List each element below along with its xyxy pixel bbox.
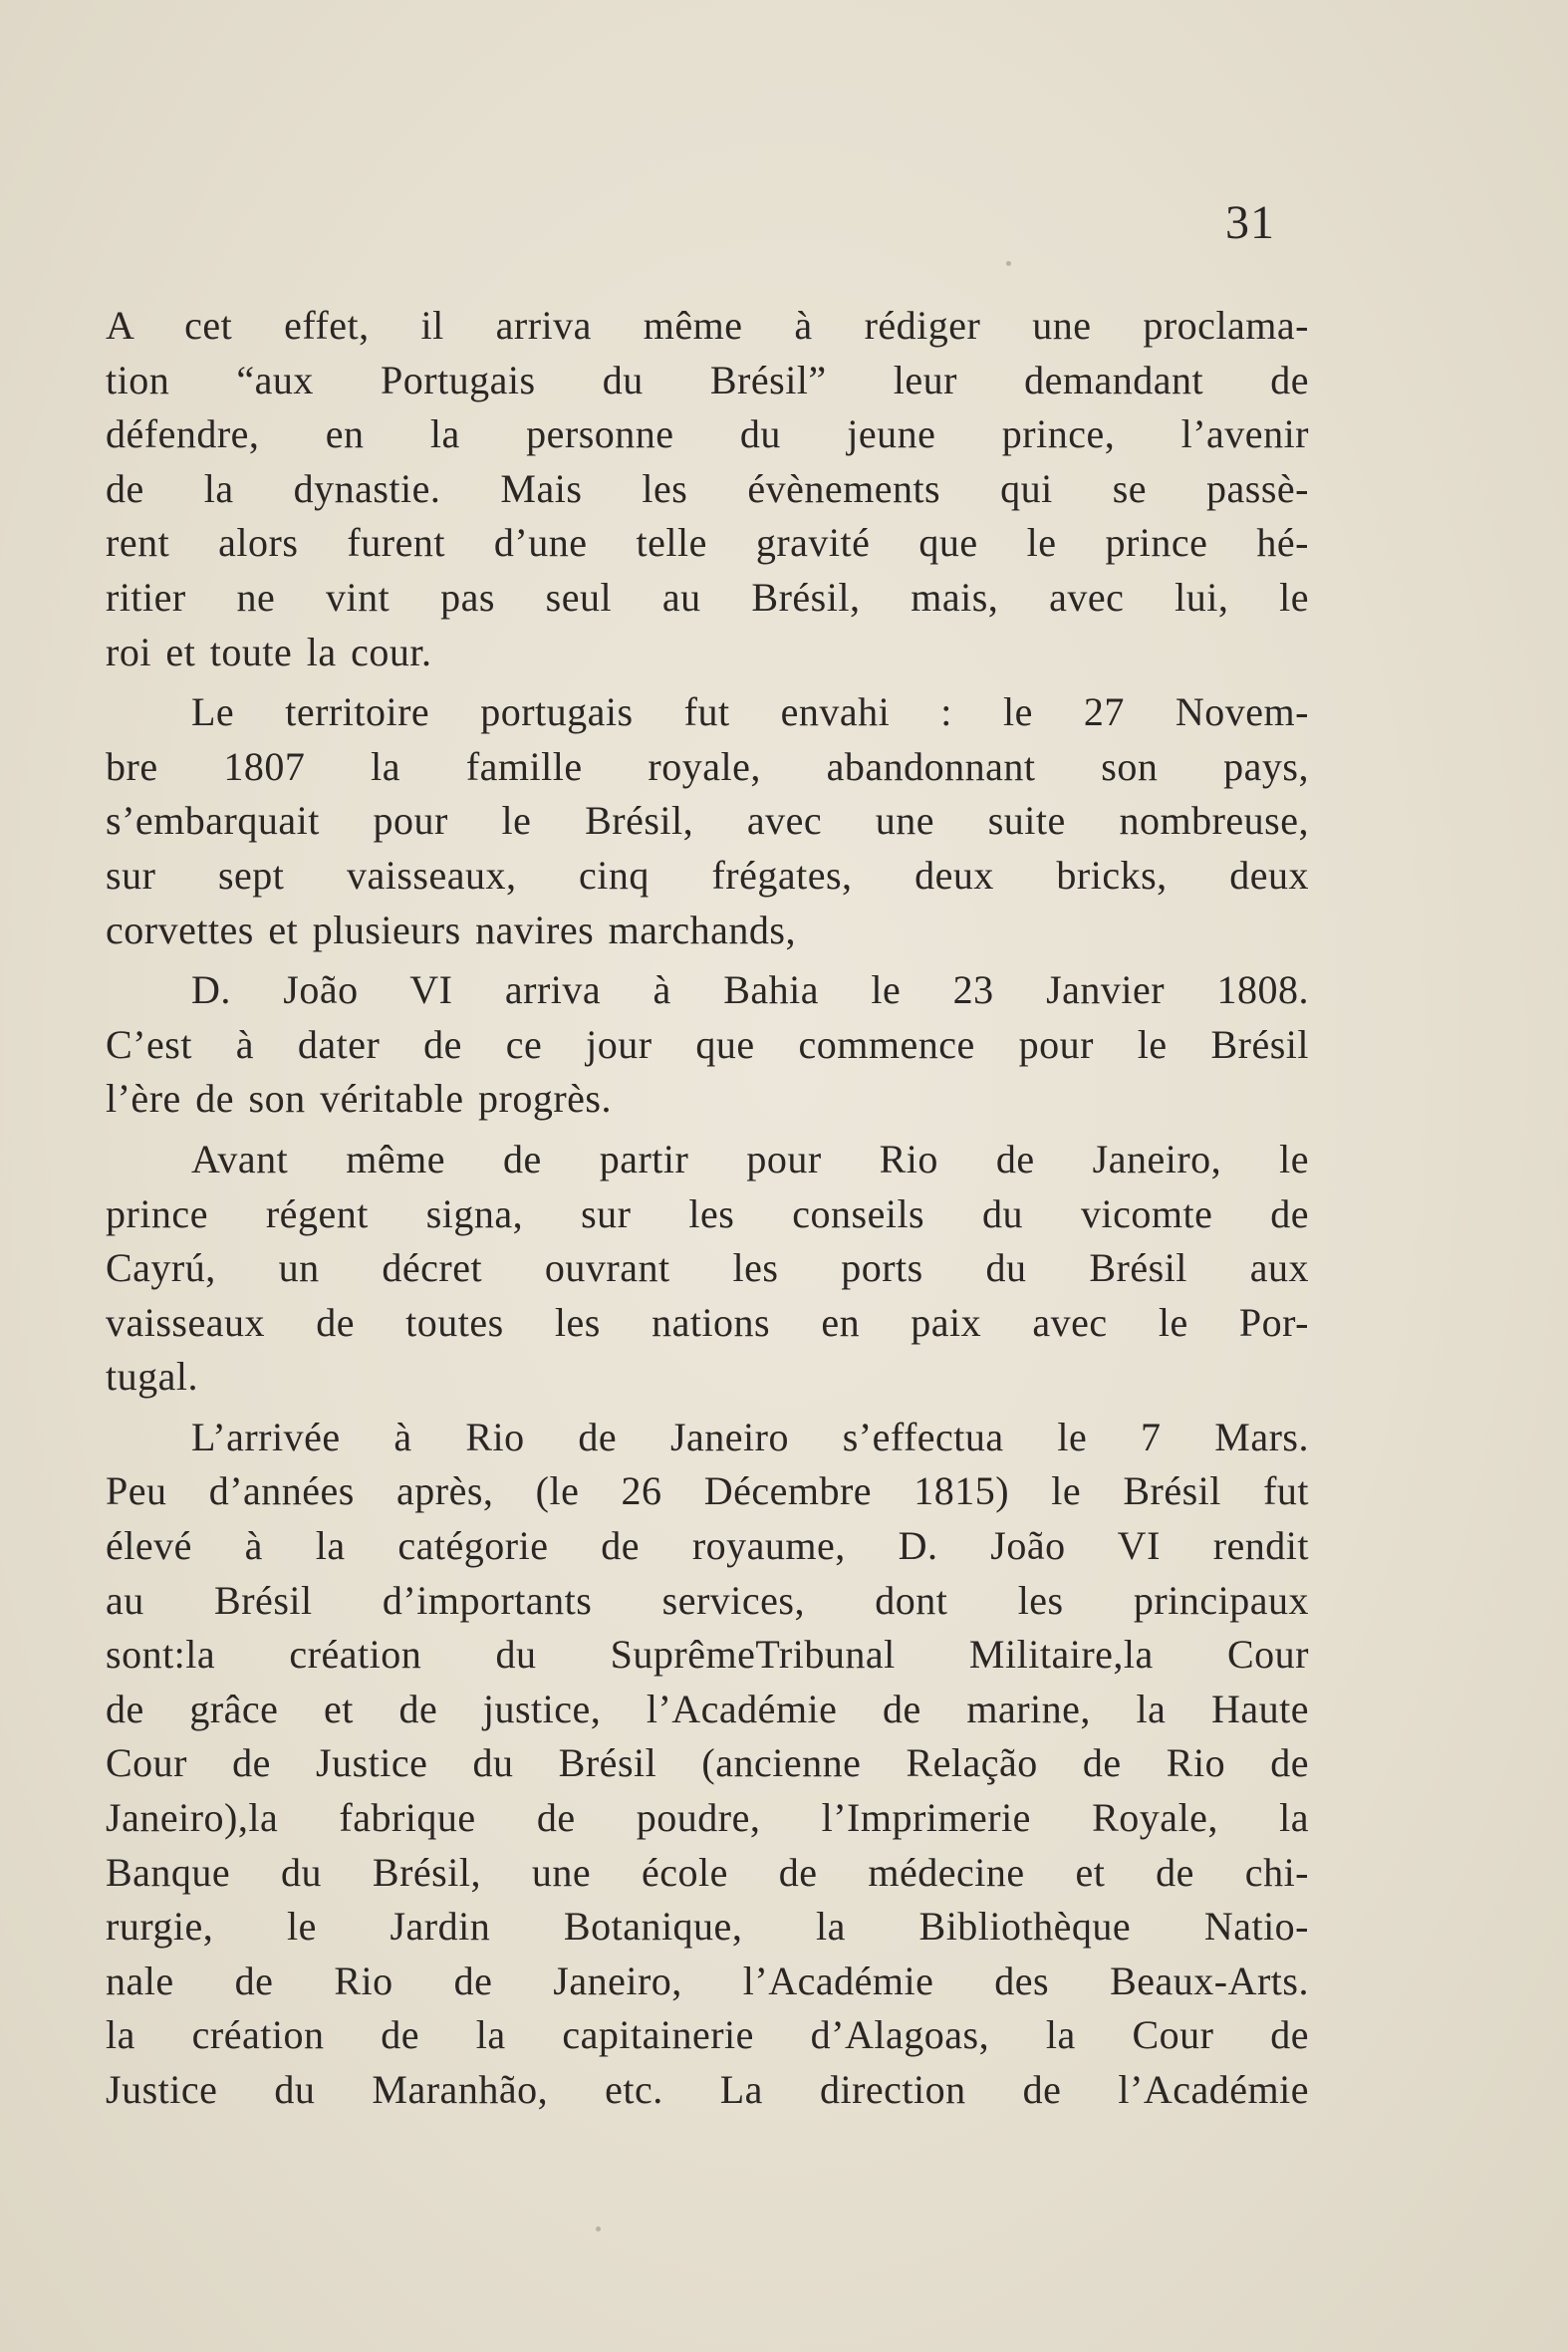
text-line: tion “aux Portugais du Brésil” leur demandant de <box>106 357 1309 402</box>
text-line: défendre, en la personne du jeune prince, l’avenir <box>106 411 1309 457</box>
text-line: élevé à la catégorie de royaume, D. João VI rendit <box>106 1523 1309 1569</box>
text-line: vaisseaux de toutes les nations en paix avec le Por- <box>106 1299 1309 1345</box>
text-line: tugal. <box>106 1354 198 1400</box>
text-line: Banque du Brésil, une école de médecine et de chi- <box>106 1849 1309 1895</box>
text-line: A cet effet, il arriva même à rédiger une proclama- <box>106 303 1309 348</box>
text-line: nale de Rio de Janeiro, l’Académie des Beaux-Arts. <box>106 1958 1309 2003</box>
text-line: de la dynastie. Mais les évènements qui se passè- <box>106 465 1309 511</box>
text-line: rurgie, le Jardin Botanique, la Bibliothèque Natio- <box>106 1904 1309 1950</box>
text-line: rent alors furent d’une telle gravité que le prince hé- <box>106 520 1309 566</box>
text-line: Avant même de partir pour Rio de Janeiro, le <box>191 1136 1309 1181</box>
text-line: l’ère de son véritable progrès. <box>106 1076 612 1122</box>
text-line: ritier ne vint pas seul au Brésil, mais, avec lui, le <box>106 574 1309 620</box>
text-line: sur sept vaisseaux, cinq frégates, deux bricks, deux <box>106 852 1309 898</box>
paper-speck <box>596 2226 601 2231</box>
paragraph-3 <box>106 963 1309 1127</box>
text-line: Cour de Justice du Brésil (ancienne Relação de Rio de <box>106 1740 1309 1786</box>
paper-speck <box>1006 261 1011 266</box>
text-line: la création de la capitainerie d’Alagoas, la Cour de <box>106 2012 1309 2058</box>
text-line: D. João VI arriva à Bahia le 23 Janvier 1808. <box>191 967 1309 1013</box>
text-line: bre 1807 la famille royale, abandonnant son pays, <box>106 743 1309 789</box>
text-line: C’est à dater de ce jour que commence pour le Brésil <box>106 1021 1309 1067</box>
text-line: Cayrú, un décret ouvrant les ports du Brésil aux <box>106 1245 1309 1291</box>
text-line: Le territoire portugais fut envahi : le 27 Novem- <box>191 689 1309 735</box>
paragraph-4 <box>106 1133 1309 1405</box>
text-line: de grâce et de justice, l’Académie de marine, la Haute <box>106 1686 1309 1731</box>
text-line: Justice du Maranhão, etc. La direction de l’Académie <box>106 2067 1309 2112</box>
text-line: sont:la création du SuprêmeTribunal Militaire,la Cour <box>106 1632 1309 1678</box>
paragraph-2 <box>106 685 1309 957</box>
paragraph-5 <box>106 1411 1309 2118</box>
text-line: Peu d’années après, (le 26 Décembre 1815) le Brésil fut <box>106 1468 1309 1514</box>
page-text <box>106 299 1309 2118</box>
text-line: Janeiro),la fabrique de poudre, l’Imprimerie Royale, la <box>106 1795 1309 1841</box>
paragraph-1 <box>106 299 1309 679</box>
text-line: au Brésil d’importants services, dont les principaux <box>106 1577 1309 1623</box>
text-line: L’arrivée à Rio de Janeiro s’effectua le 7 Mars. <box>191 1414 1309 1459</box>
text-line: corvettes et plusieurs navires marchands, <box>106 907 796 952</box>
page-number: 31 <box>1225 196 1275 249</box>
text-line: roi et toute la cour. <box>106 629 432 674</box>
text-line: prince régent signa, sur les conseils du vicomte de <box>106 1190 1309 1236</box>
text-line: s’embarquait pour le Brésil, avec une suite nombreuse, <box>106 798 1309 844</box>
